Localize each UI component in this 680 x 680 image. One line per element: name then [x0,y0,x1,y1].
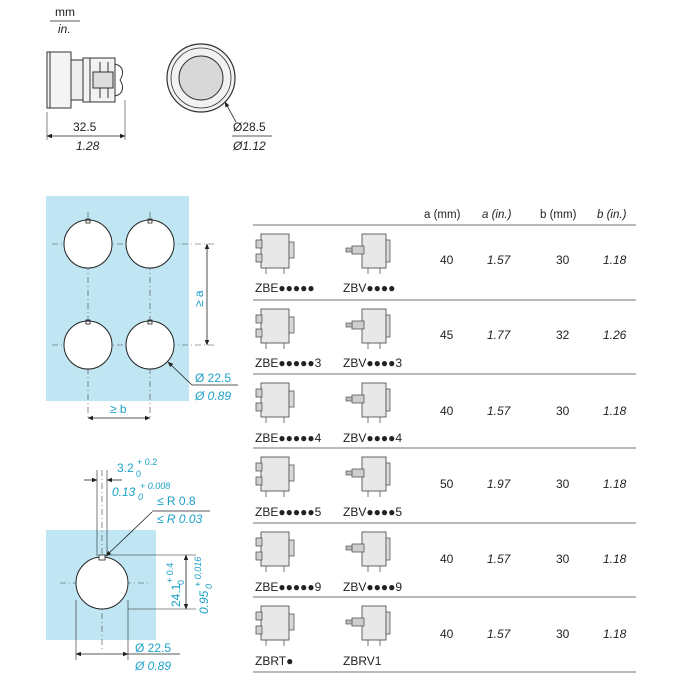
row-5-a-in: 1.57 [487,552,511,566]
key-height-in-tol-lo: 0 [204,583,214,589]
row-1-b-mm: 30 [556,253,570,267]
cutout-hole-mm: Ø 22.5 [135,641,172,655]
row-6-a-mm: 40 [440,627,454,641]
contact-block-zbe-icon [256,457,294,497]
cutout-hole-in: Ø 0.89 [135,659,172,673]
radius-mm: ≤ R 0.8 [157,494,196,508]
table-row [255,328,627,370]
table-row [255,552,627,594]
row-4-b-in: 1.18 [603,477,627,491]
key-height-mm-tol-lo: 0 [176,579,186,585]
mounting-pattern [46,196,238,420]
row-6-b-mm: 30 [556,627,570,641]
radius-in: ≤ R 0.03 [157,512,203,526]
unit-in: in. [58,22,71,36]
length-mm: 32.5 [73,120,97,134]
header-a-mm: a (mm) [424,209,461,221]
key-height-mm-group [165,563,186,607]
header-b-mm: b (mm) [540,209,577,221]
row-5-b-in: 1.18 [603,552,627,566]
key-width-in-tol-up: + 0.008 [140,481,171,491]
row-2-ref-1: ZBE●●●●●3 [255,356,322,370]
row-3-b-mm: 30 [556,404,570,418]
contact-block-zbv-icon [346,532,390,572]
row-4-ref-1: ZBE●●●●●5 [255,505,322,519]
key-height-mm: 24.1 [169,583,183,607]
row-2-a-in: 1.77 [487,328,511,342]
units-legend [50,5,80,36]
row-5-ref-1: ZBE●●●●●9 [255,580,322,594]
row-3-ref-2: ZBV●●●●4 [343,431,403,445]
row-3-a-mm: 40 [440,404,454,418]
row-1-b-in: 1.18 [603,253,627,267]
row-4-a-mm: 50 [440,477,454,491]
row-3-b-in: 1.18 [603,404,627,418]
row-3-a-in: 1.57 [487,404,511,418]
contact-block-zbv-icon [346,309,390,349]
row-2-a-mm: 45 [440,328,454,342]
key-height-in-group [193,557,214,614]
row-6-a-in: 1.57 [487,627,511,641]
contact-block-zbv-icon [346,606,390,646]
row-6-ref-1: ZBRT● [255,654,294,668]
key-width-mm: 3.2 [117,461,134,475]
row-1-ref-2: ZBV●●●● [343,281,396,295]
row-2-b-mm: 32 [556,328,570,342]
key-height-in-tol-up: + 0.016 [193,556,203,587]
row-6-ref-2: ZBRV1 [343,654,382,668]
key-width-in-tol-lo: 0 [138,492,144,502]
row-6-b-in: 1.18 [603,627,627,641]
row-5-a-mm: 40 [440,552,454,566]
contact-block-zbe-icon [256,383,294,423]
key-width-mm-tol-up: + 0.2 [137,457,158,467]
hole-in-label: Ø 0.89 [195,389,232,403]
key-width-in: 0.13 [112,485,136,499]
unit-mm: mm [55,5,75,19]
table-row [255,253,627,295]
gap-b-label: ≥ b [110,402,127,416]
diameter-in: Ø1.12 [233,139,266,153]
button-front-view [167,44,236,122]
contact-block-zbv-icon [346,383,390,423]
hole-mm-label: Ø 22.5 [195,371,232,385]
row-1-a-in: 1.57 [487,253,511,267]
key-width-mm-tol-lo: 0 [136,469,142,479]
header-a-in: a (in.) [482,209,512,221]
row-2-ref-2: ZBV●●●●3 [343,356,403,370]
key-height-in: 0.95 [197,590,211,614]
contact-block-zbv-icon [346,457,390,497]
row-1-a-mm: 40 [440,253,454,267]
row-5-ref-2: ZBV●●●●9 [343,580,403,594]
key-height-mm-tol-up: + 0.4 [165,562,175,583]
row-3-ref-1: ZBE●●●●●4 [255,431,322,445]
table-row [255,404,627,445]
header-b-in: b (in.) [597,209,627,221]
row-4-b-mm: 30 [556,477,570,491]
row-4-a-in: 1.97 [487,477,511,491]
contact-block-zbe-icon [256,606,294,646]
diameter-mm: Ø28.5 [233,120,266,134]
contact-block-zbe-icon [256,234,294,274]
table-row [255,477,627,519]
contact-block-zbv-icon [346,234,390,274]
row-1-ref-1: ZBE●●●●● [255,281,315,295]
length-in: 1.28 [76,139,100,153]
row-2-b-in: 1.26 [603,328,627,342]
gap-a-label: ≥ a [192,290,206,307]
row-5-b-mm: 30 [556,552,570,566]
contact-block-zbe-icon [256,309,294,349]
contact-block-zbe-icon [256,532,294,572]
row-4-ref-2: ZBV●●●●5 [343,505,403,519]
table-row [255,627,627,668]
